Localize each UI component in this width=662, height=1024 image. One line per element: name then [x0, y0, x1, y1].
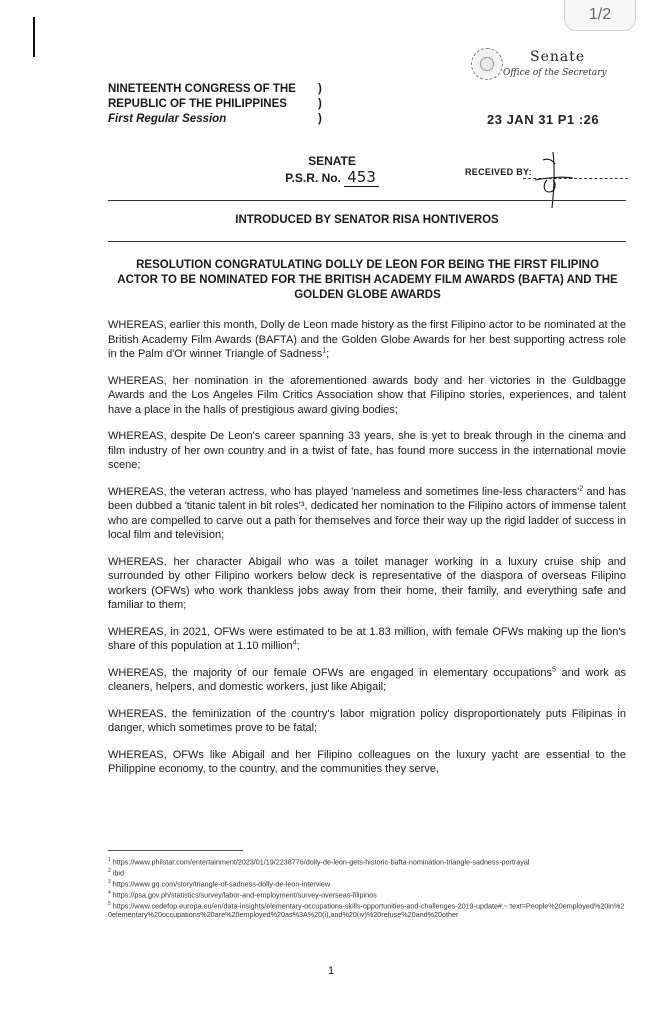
- psr-number: 453: [344, 168, 379, 187]
- senate-seal-icon: [471, 48, 503, 80]
- footnote: $^3$ https://www.gq.com/story/triangle-of-sadness-dolly-de-leon-interview: [108, 878, 331, 889]
- congress-header: [108, 82, 296, 127]
- congress-line-1: NINETEENTH CONGRESS OF THE: [108, 83, 296, 95]
- stamp-date: 23 JAN 31 P1 :26: [487, 112, 600, 127]
- senate-block: [282, 153, 382, 186]
- footnote-rule: [108, 850, 243, 851]
- whereas-paragraph: WHEREAS, earlier this month, Dolly de Leon made history as the first Filipino actor to be nominated at the British Academy Film Awards (BAFTA) and the Golden Globe Awards for her best supporting actress role in the Palm d'Or winner Triangle of Sadness$^1$;: [108, 319, 626, 360]
- senate-label: SENATE: [308, 154, 356, 168]
- page-number: 1: [327, 965, 335, 977]
- psr-prefix: P.S.R. No.: [285, 171, 341, 185]
- resolution-title: RESOLUTION CONGRATULATING DOLLY DE LEON FOR BEING THE FIRST FILIPINO ACTOR TO BE NOMINATED FOR THE BRITISH ACADEMY FILM AWARDS (BAFTA) AND THE GOLDEN GLOBE AWARDS: [117, 259, 618, 301]
- signature-icon: [525, 150, 575, 210]
- psr-line: [282, 169, 382, 186]
- whereas-paragraph: WHEREAS, despite De Leon's career spanning 33 years, she is yet to break through in the cinema and film industry of her own country and in a twist of fate, has found more success in the international movie scene;: [108, 430, 626, 471]
- header-parens: [318, 82, 322, 127]
- whereas-paragraph: WHEREAS, in 2021, OFWs were estimated to be at 1.83 million, with female OFWs making up the lion's share of this population at 1.10 million$^4$;: [108, 625, 626, 652]
- whereas-paragraph: WHEREAS, the veteran actress, who has played 'nameless and sometimes line-less $characters'^2$ and has been dubbed a 'titanic talent in bit roles'³, dedicated her nomination to the Filipino actors of immense talent who are compelled to carve out a path for themselves and force their way up the rigid ladder of success in local film and television;: [108, 484, 626, 541]
- bottom-rule: [108, 241, 626, 242]
- received-label: RECEIVED BY:: [465, 167, 532, 177]
- paren-1: ): [318, 83, 322, 95]
- footnote: $^2$ ibid: [108, 867, 124, 878]
- footnote: $^5$ https://www.cedefop.europa.eu/en/data-insights/elementary-occupations-skills-opportunities-and-challenges-2019-update#:~:text=People%20employed%20in%20elementary%20occupations%20are%20employed%20as%3A%20(i),and%20(iv)%20refuse%20and%20other: [108, 900, 625, 919]
- session-label: First Regular Session: [108, 113, 227, 125]
- paren-2: ): [318, 98, 322, 110]
- whereas-paragraph: WHEREAS, the majority of our female OFWs are engaged in elementary occupations$^5$ and work as cleaners, helpers, and domestic workers, just like Abigail;: [108, 665, 626, 693]
- footnote: $^4$ https://psa.gov.ph/statistics/survey/labor-and-employment/survey-overseas-filipinos: [108, 889, 377, 900]
- page-counter: 1/2: [564, 0, 636, 31]
- whereas-paragraph: WHEREAS, her character Abigail who was a toilet manager working in a luxury cruise ship and surrounded by other Filipino workers below deck is representative of the diaspora of overseas Filipino workers (OFWs) who work thankless jobs away from their home, their family, and everything safe and familiar to them;: [108, 555, 626, 611]
- whereas-paragraph: WHEREAS, OFWs like Abigail and her Filipino colleagues on the luxury yacht are essential to the Philippine economy, to the country, and the communities they serve,: [108, 748, 626, 775]
- whereas-paragraph: WHEREAS, her nomination in the aforementioned awards body and her victories in the Guldbagge Awards and the Los Angeles Film Critics Association show that Filipino stories, experiences, and talent have a place in the halls of prestigious award giving bodies;: [108, 374, 626, 416]
- resolution-body: [108, 318, 626, 789]
- margin-mark: [33, 17, 35, 57]
- footnotes: [108, 856, 626, 920]
- stamp-title: Senate: [530, 49, 586, 65]
- top-rule: [108, 200, 626, 201]
- paren-3: ): [318, 113, 322, 125]
- whereas-paragraph: WHEREAS, the feminization of the country's labor migration policy disproportionately puts Filipinas in danger, which sometimes prove to be fatal;: [108, 707, 626, 734]
- footnote: $^1$ https://www.philstar.com/entertainment/2023/01/19/2238776/dolly-de-leon-gets-historic-bafta-nomination-triangle-sadness-portrayal: [108, 857, 530, 867]
- introduced-by: INTRODUCED BY SENATOR RISA HONTIVEROS: [235, 214, 499, 226]
- stamp-office: Office of the Secretary: [503, 68, 607, 78]
- congress-line-2: REPUBLIC OF THE PHILIPPINES: [108, 98, 287, 110]
